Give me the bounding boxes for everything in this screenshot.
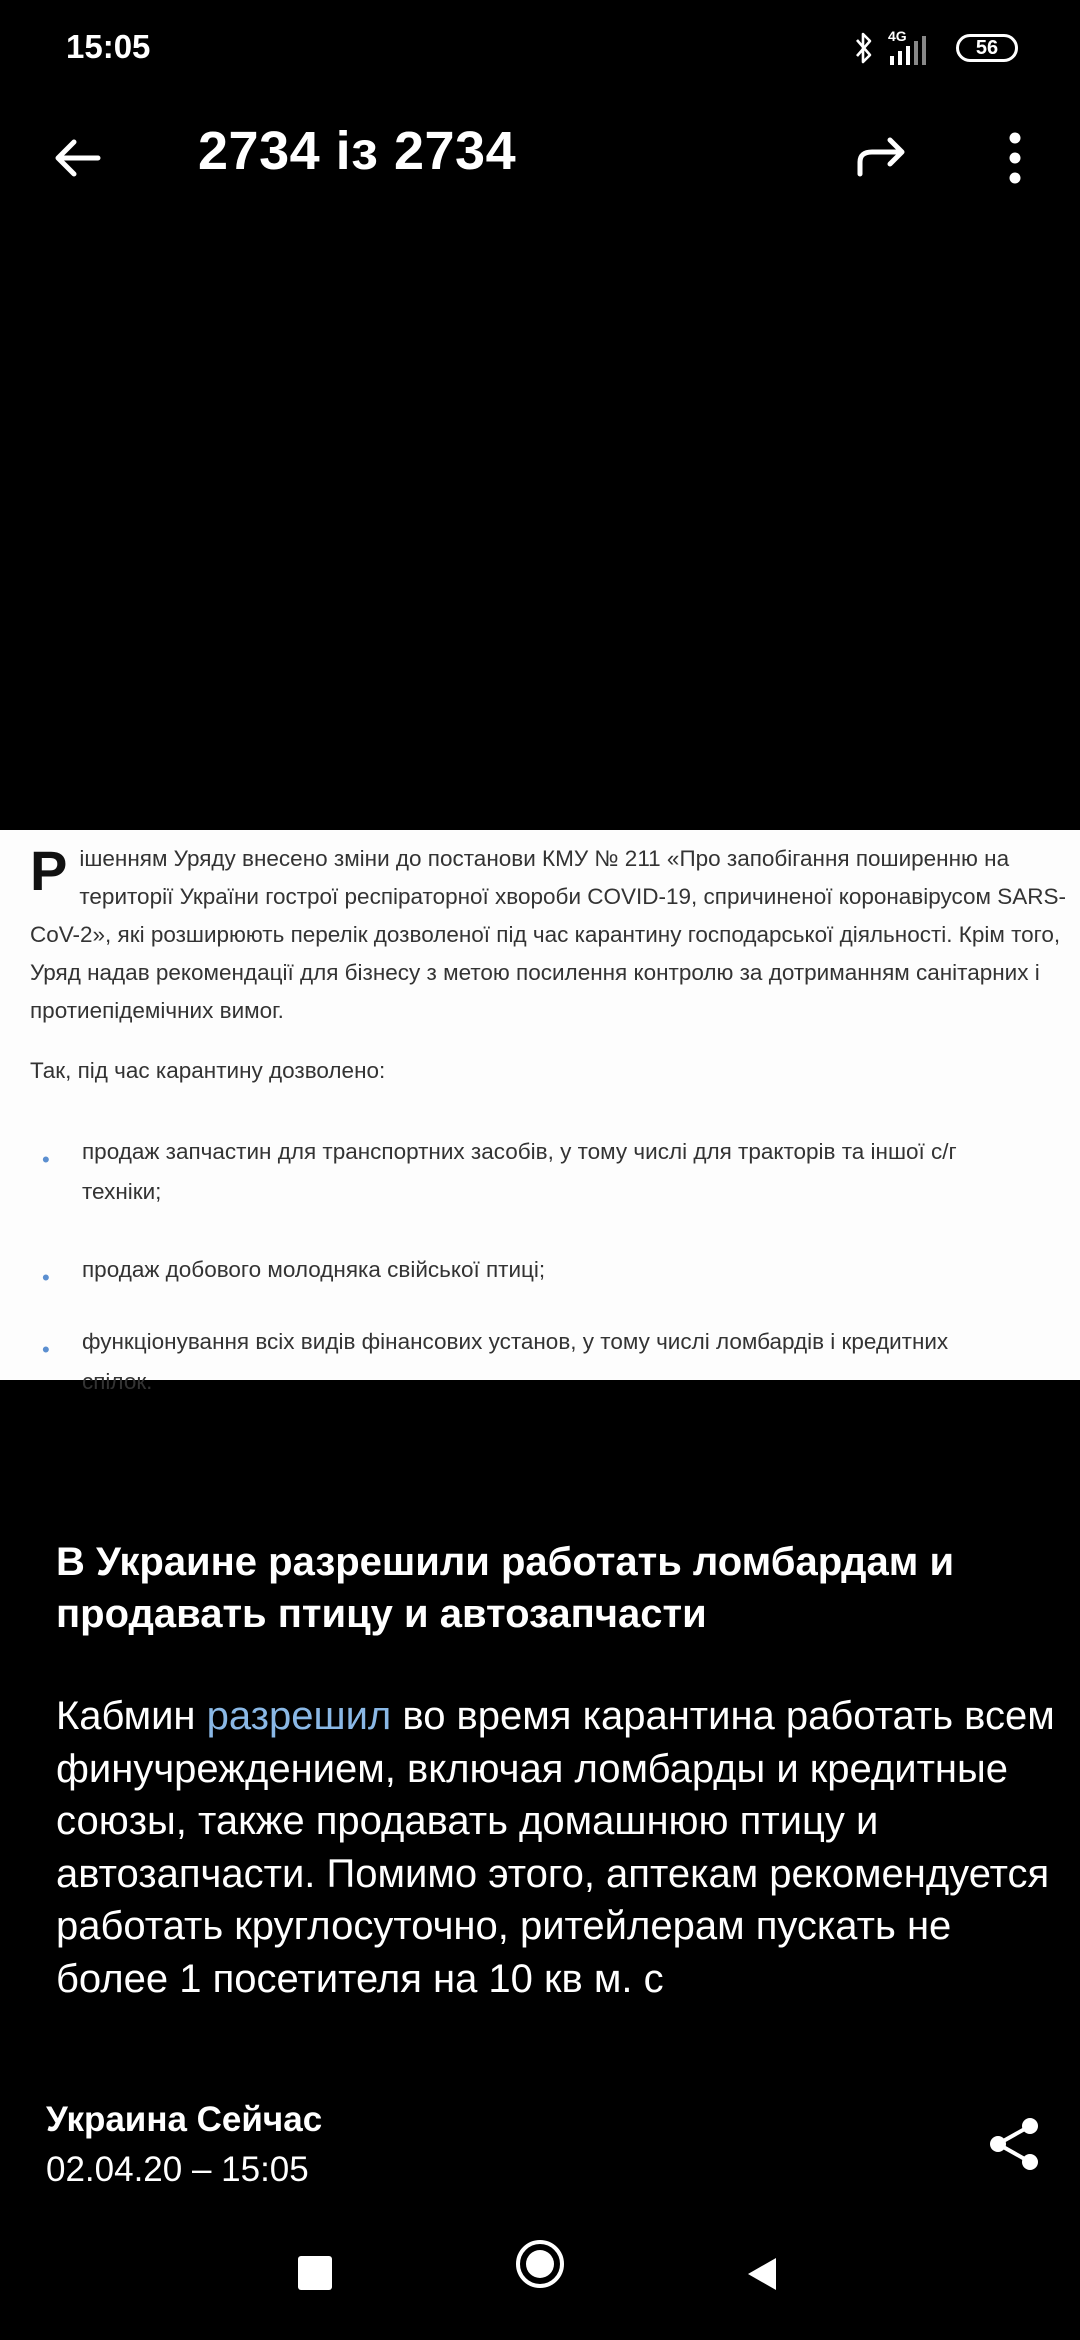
document-bullet [42,1322,1022,1402]
article-link[interactable]: разрешил [206,1694,392,1738]
document-lead: Так, під час карантину дозволено: [30,1058,386,1083]
bluetooth-icon [854,31,874,65]
recent-apps-icon[interactable] [298,2256,332,2290]
status-time: 15:05 [66,28,151,65]
share-icon[interactable] [982,2112,1046,2176]
back-triangle-icon[interactable] [742,2254,782,2294]
source-name: Украина Сейчас [46,2100,323,2139]
network-type-icon [888,30,938,66]
source-date: 02.04.20 – 15:05 [46,2150,309,2189]
article-body[interactable] [56,1690,1056,2058]
article-headline: В Украине разрешили работать ломбардам и продавать птицу и автозапчасти [56,1540,955,1636]
status-bar [0,0,1080,96]
article-body-start: Кабмин [56,1694,207,1738]
battery-icon [956,34,1018,62]
dropcap: Р [30,839,68,902]
status-icons [854,30,1018,66]
document-paragraph [30,840,1070,1030]
page-title: 2734 із 2734 [198,121,517,181]
battery-level: 56 [975,36,999,59]
document-bullet [42,1250,1022,1290]
bullet-dot: • [42,1265,50,1290]
document-image[interactable] [0,830,1080,1394]
network-label: 4G [888,28,907,44]
bullet-text: продаж запчастин для транспортних засобів, у тому числі для тракторів та іншої с/г техніки; [82,1139,957,1204]
bullet-text: функціонування всіх видів фінансових установ, у тому числі ломбардів і кредитних спілок. [82,1329,949,1394]
article-body-rest: во время карантина работать всем финучреждением, включая ломбарды и кредитные союзы, также продавать домашнюю птицу и автозапчасти. Помимо этого, аптекам рекомендуется работать круглосуточно, ритейлерам пускать не более 1 посетителя на 10 кв м. с [56,1694,1055,2001]
document-paragraph-text: ішенням Уряду внесено зміни до постанови КМУ № 211 «Про запобігання поширенню на території України гострої респіраторної хвороби COVID-19, спричиненої коронавірусом SARS-CoV-2», які розширюють перелік дозволеної під час карантину господарської діяльності. Крім того, Уряд надав рекомендації для бізнесу з метою посилення контролю за дотриманням санітарних і протиепідемічних вимог. [30,846,1067,1023]
bullet-dot: • [42,1337,50,1362]
back-arrow-icon[interactable] [48,128,108,188]
home-icon[interactable] [514,2238,566,2290]
document-bullet [42,1132,1022,1212]
bullet-text: продаж добового молодняка свійської птиці; [82,1257,546,1282]
navigation-bar [0,2232,1080,2316]
forward-share-icon[interactable] [852,128,912,188]
app-bar [0,110,1080,200]
bullet-dot: • [42,1147,50,1172]
more-vert-icon[interactable] [990,128,1040,188]
